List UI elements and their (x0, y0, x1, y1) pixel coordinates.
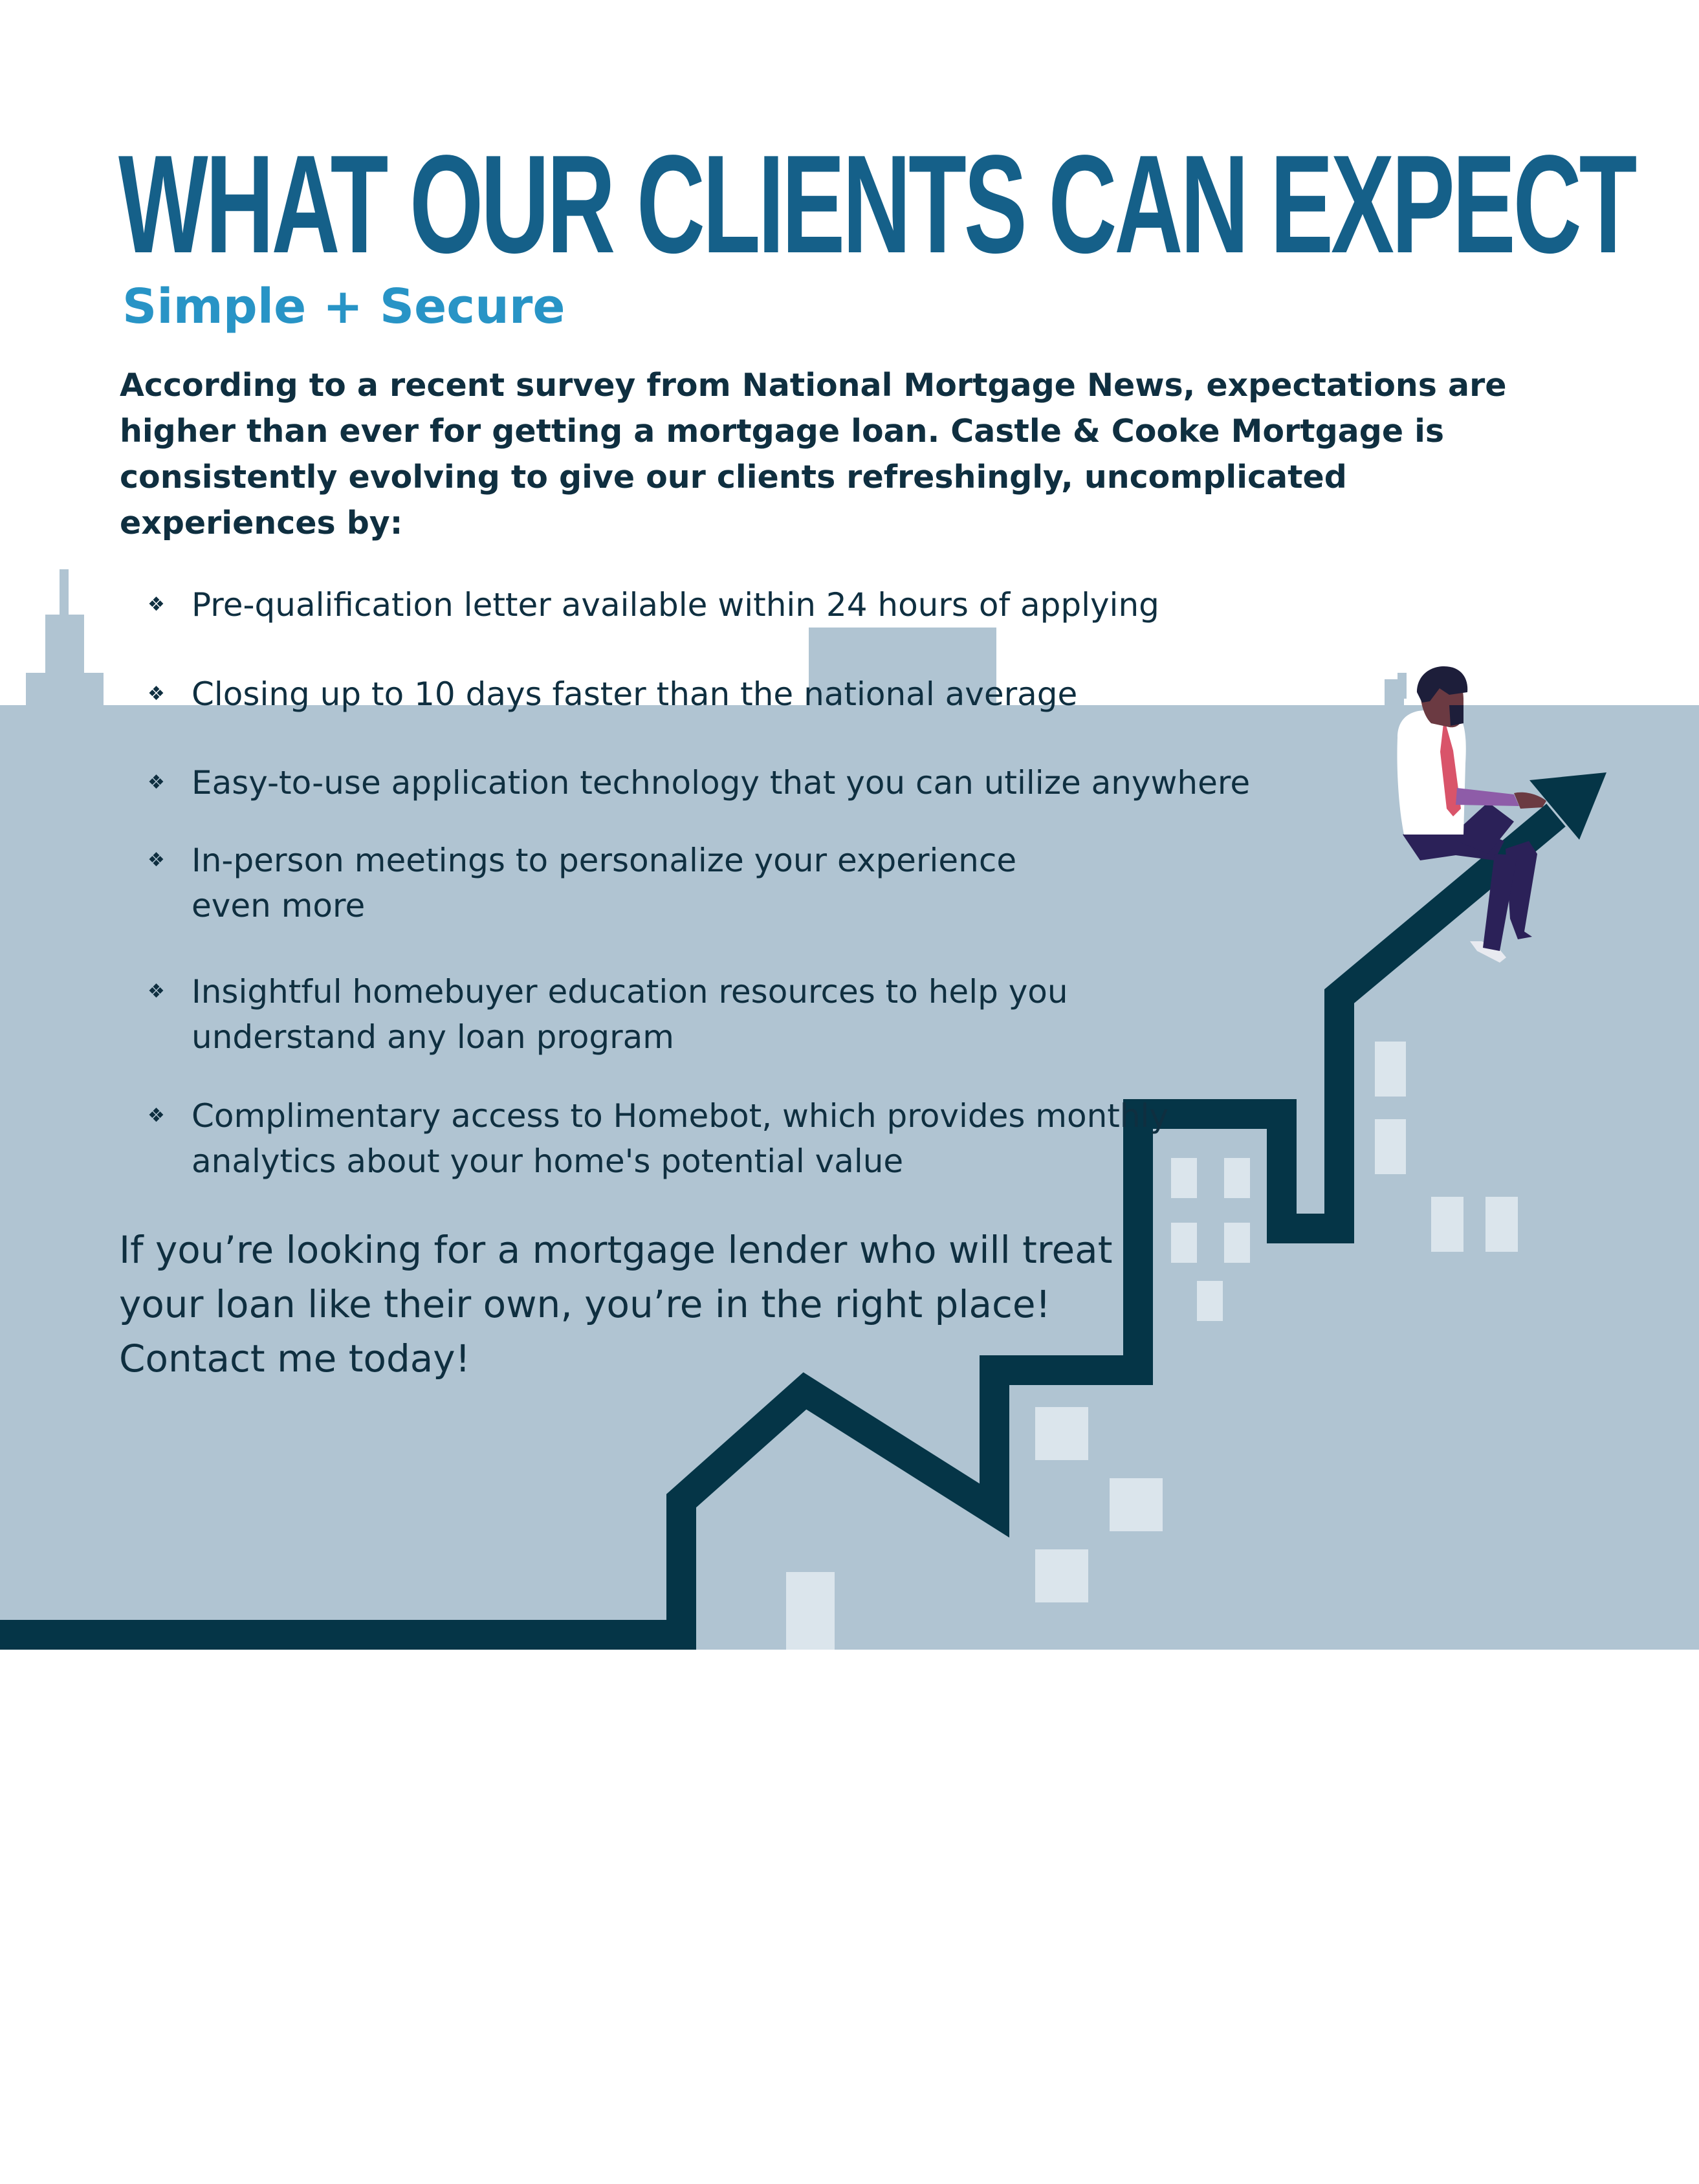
list-item (148, 969, 1377, 1060)
list-item-text: Pre-qualification letter available within 24 hours of applying (192, 586, 1159, 624)
list-item (148, 582, 1377, 628)
list-item-text: Easy-to-use application technology that you can utilize anywhere (192, 764, 1251, 802)
diamond-bullet-icon: ❖ (148, 980, 165, 1003)
list-item-text: Insightful homebuyer education resources to help you understand any loan program (192, 973, 1068, 1056)
list-item (148, 838, 1377, 928)
closing-paragraph: If you’re looking for a mortgage lender who will treat your loan like their own, you’re in the right place! Contact me today! (119, 1228, 1113, 1381)
diamond-bullet-icon: ❖ (148, 1104, 165, 1127)
page-subtitle: Simple + Secure (122, 279, 565, 334)
list-item-text: Complimentary access to Homebot, which provides monthly analytics about your home's potential value (192, 1097, 1169, 1180)
diamond-bullet-icon: ❖ (148, 593, 165, 616)
intro-paragraph: According to a recent survey from National Mortgage News, expectations are higher than ever for getting a mortgage loan. Castle & Cooke Mortgage is consistently evolving to give our clients refreshingly, uncomplicated experiences by: (120, 367, 1507, 541)
list-item-text: Closing up to 10 days faster than the national average (192, 675, 1078, 713)
page-title: WHAT OUR CLIENTS CAN EXPECT (118, 126, 1635, 282)
list-item (148, 672, 1377, 717)
list-item (148, 1093, 1377, 1184)
diamond-bullet-icon: ❖ (148, 771, 165, 794)
diamond-bullet-icon: ❖ (148, 849, 165, 871)
list-item (148, 760, 1377, 805)
list-item-text: In-person meetings to personalize your experience even more (192, 842, 1017, 924)
diamond-bullet-icon: ❖ (148, 682, 165, 705)
